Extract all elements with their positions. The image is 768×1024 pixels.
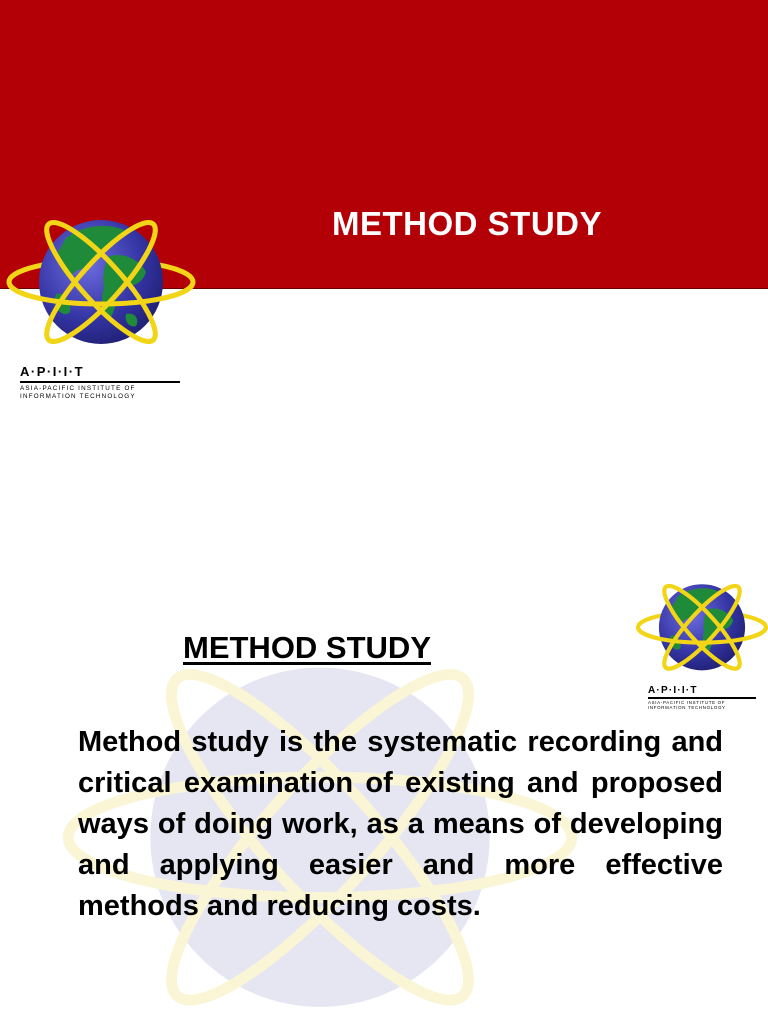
logo-subtitle-line1: ASIA-PACIFIC INSTITUTE OF [648, 699, 726, 705]
institute-logo-text [648, 685, 756, 710]
globe-atom-logo-icon [636, 574, 768, 682]
slide-heading: METHOD STUDY [183, 630, 431, 665]
globe-atom-logo-icon [6, 208, 196, 358]
slide-title: METHOD STUDY [332, 205, 602, 242]
content-slide [0, 540, 768, 1024]
logo-subtitle-line2: INFORMATION TECHNOLOGY [20, 392, 136, 400]
logo-divider [20, 381, 180, 383]
slide-body-text: Method study is the systematic recording and critical examination of existing and proposed ways of doing work, as a means of developing and applying easier and more effective methods and reducing costs. [78, 726, 723, 922]
logo-subtitle-line1: ASIA-PACIFIC INSTITUTE OF [20, 385, 136, 392]
logo-acronym: A·P·I·I·T [20, 364, 85, 379]
logo-subtitle-line2: INFORMATION TECHNOLOGY [648, 704, 726, 710]
institute-logo-text [20, 364, 180, 400]
logo-acronym: A·P·I·I·T [648, 685, 698, 696]
logo-divider [648, 697, 756, 699]
